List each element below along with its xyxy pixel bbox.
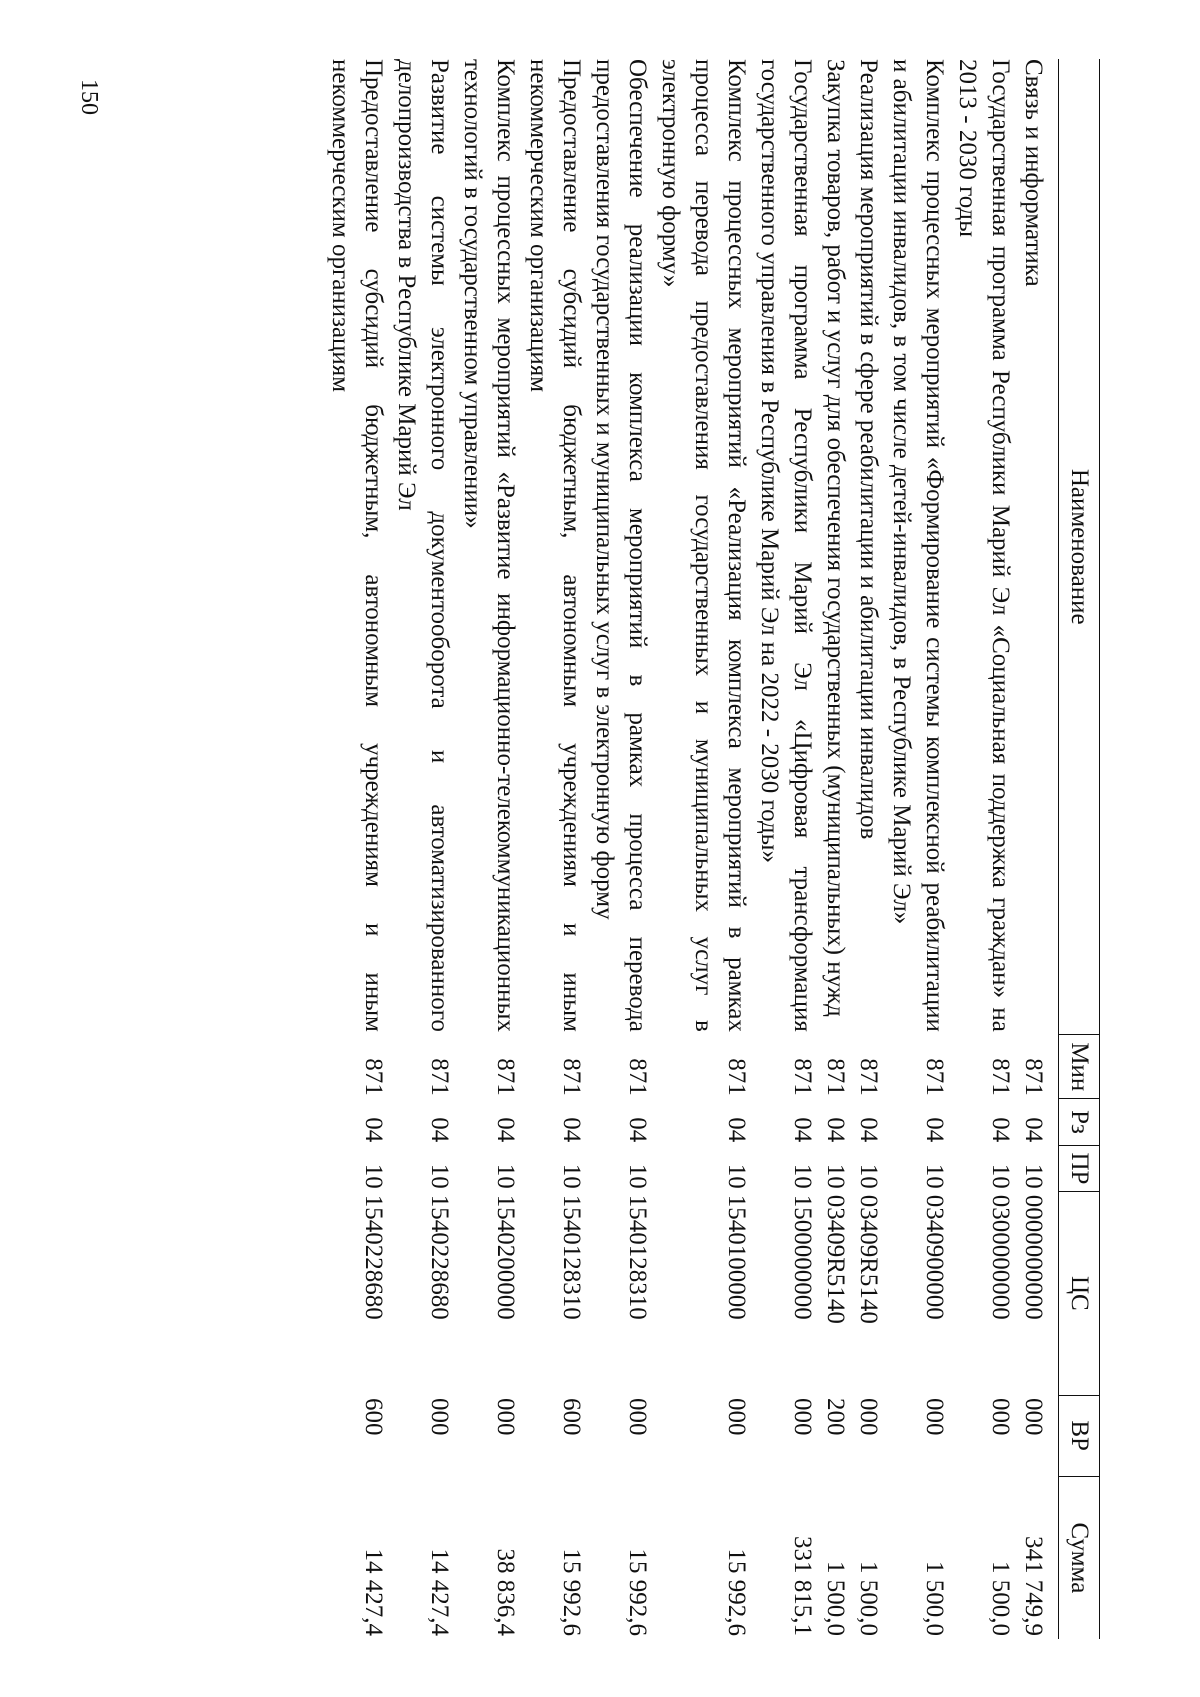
table-header-row <box>1059 59 1100 1639</box>
cell-cs: 03409R5140 <box>855 1194 882 1324</box>
cell-rz: 04 <box>822 1117 849 1143</box>
cell-sum: 15 992,6 <box>723 1548 750 1636</box>
header-rz: Рз <box>1059 1099 1100 1145</box>
cell-min: 871 <box>921 1058 948 1096</box>
cell-name: Государственная программа Республики Марий Эл «Цифровая трансформация государственного управления в Республике Марий Эл на 2022 - 2030 годы» <box>756 59 816 1032</box>
cell-name: Связь и информатика <box>1020 59 1047 287</box>
cell-cs: 1540100000 <box>723 1194 750 1320</box>
table-row <box>324 59 390 1639</box>
cell-vr: 200 <box>822 1398 849 1436</box>
cell-cs: 1540228680 <box>360 1194 387 1320</box>
cell-cs: 03409R5140 <box>822 1194 849 1324</box>
budget-table <box>324 59 1100 1639</box>
cell-sum: 1 500,0 <box>855 1561 882 1636</box>
cell-min: 871 <box>360 1058 387 1096</box>
cell-rz: 04 <box>789 1117 816 1143</box>
cell-vr: 600 <box>558 1398 585 1436</box>
header-sum: Сумма <box>1059 1476 1100 1639</box>
cell-name: Предоставление субсидий бюджетным, автономным учреждениям и иным некоммерческим организациям <box>327 59 387 1032</box>
cell-pr: 10 <box>1020 1163 1047 1189</box>
cell-cs: 1540128310 <box>624 1194 651 1320</box>
cell-sum: 341 749,9 <box>1020 1536 1047 1636</box>
cell-name: Комплекс процессных мероприятий «Реализация комплекса мероприятий в рамках процесса перевода предоставления государственных и муниципальных услуг в электронную форму» <box>657 59 750 1032</box>
table-body <box>324 59 1059 1639</box>
table-row <box>1017 59 1059 1639</box>
cell-rz: 04 <box>855 1117 882 1143</box>
cell-vr: 000 <box>624 1398 651 1436</box>
header-cs: ЦС <box>1059 1192 1100 1395</box>
cell-sum: 1 500,0 <box>822 1561 849 1636</box>
cell-sum: 14 427,4 <box>426 1548 453 1636</box>
cell-pr: 10 <box>855 1163 882 1189</box>
table-row <box>522 59 588 1639</box>
table-row <box>456 59 522 1639</box>
cell-pr: 10 <box>789 1163 816 1189</box>
cell-rz: 04 <box>360 1117 387 1143</box>
cell-name: Предоставление субсидий бюджетным, автономным учреждениям и иным некоммерческим организациям <box>525 59 585 1032</box>
table-row <box>885 59 951 1639</box>
cell-pr: 10 <box>624 1163 651 1189</box>
table-row <box>654 59 753 1639</box>
header-min: Мин <box>1059 1035 1100 1099</box>
table-row <box>390 59 456 1639</box>
cell-name: Обеспечение реализации комплекса мероприятий в рамках процесса перевода предоставления государственных и муниципальных услуг в электронную форму <box>591 59 651 1032</box>
cell-cs: 0340900000 <box>921 1194 948 1320</box>
cell-rz: 04 <box>1020 1117 1047 1143</box>
cell-rz: 04 <box>921 1117 948 1143</box>
cell-rz: 04 <box>492 1117 519 1143</box>
cell-min: 871 <box>492 1058 519 1096</box>
cell-pr: 10 <box>822 1163 849 1189</box>
cell-vr: 000 <box>921 1398 948 1436</box>
cell-min: 871 <box>723 1058 750 1096</box>
cell-vr: 000 <box>723 1398 750 1436</box>
cell-cs: 0000000000 <box>1020 1194 1047 1320</box>
cell-vr: 600 <box>360 1398 387 1436</box>
cell-cs: 1540200000 <box>492 1194 519 1320</box>
cell-cs: 1500000000 <box>789 1194 816 1320</box>
table-row <box>852 59 885 1639</box>
cell-min: 871 <box>624 1058 651 1096</box>
header-pr: ПР <box>1059 1145 1100 1191</box>
cell-min: 871 <box>1020 1058 1047 1096</box>
cell-cs: 0300000000 <box>987 1194 1014 1320</box>
budget-table-sheet <box>100 59 1100 1639</box>
cell-name: Государственная программа Республики Марий Эл «Социальная поддержка граждан» на 2013 - 2030 годы <box>954 59 1014 1032</box>
cell-pr: 10 <box>426 1163 453 1189</box>
cell-pr: 10 <box>558 1163 585 1189</box>
cell-pr: 10 <box>987 1163 1014 1189</box>
cell-vr: 000 <box>492 1398 519 1436</box>
header-name: Наименование <box>1059 59 1100 1035</box>
cell-name: Комплекс процессных мероприятий «Формирование системы комплексной реабилитации и абилитации инвалидов, в том числе детей-инвалидов, в Республике Марий Эл» <box>888 59 948 1032</box>
cell-sum: 1 500,0 <box>921 1561 948 1636</box>
page-number: 150 <box>76 79 102 115</box>
cell-sum: 38 836,4 <box>492 1548 519 1636</box>
cell-sum: 1 500,0 <box>987 1561 1014 1636</box>
cell-min: 871 <box>426 1058 453 1096</box>
cell-pr: 10 <box>360 1163 387 1189</box>
cell-vr: 000 <box>426 1398 453 1436</box>
cell-vr: 000 <box>789 1398 816 1436</box>
cell-sum: 15 992,6 <box>558 1548 585 1636</box>
cell-name: Развитие системы электронного документооборота и автоматизированного делопроизводства в Республике Марий Эл <box>393 59 453 1032</box>
cell-min: 871 <box>822 1058 849 1096</box>
cell-vr: 000 <box>987 1398 1014 1436</box>
table-row <box>753 59 819 1639</box>
cell-sum: 14 427,4 <box>360 1548 387 1636</box>
cell-rz: 04 <box>987 1117 1014 1143</box>
cell-sum: 15 992,6 <box>624 1548 651 1636</box>
cell-name: Закупка товаров, работ и услуг для обеспечения государственных (муниципальных) нужд <box>822 59 849 1017</box>
cell-name: Комплекс процессных мероприятий «Развитие информационно-телекоммуникационных технологий в государственном управлении» <box>459 59 519 1032</box>
cell-cs: 1540228680 <box>426 1194 453 1320</box>
cell-rz: 04 <box>723 1117 750 1143</box>
cell-cs: 1540128310 <box>558 1194 585 1320</box>
table-row <box>819 59 852 1639</box>
cell-min: 871 <box>789 1058 816 1096</box>
cell-min: 871 <box>558 1058 585 1096</box>
cell-min: 871 <box>855 1058 882 1096</box>
table-row <box>588 59 654 1639</box>
cell-rz: 04 <box>558 1117 585 1143</box>
header-vr: ВР <box>1059 1395 1100 1476</box>
cell-vr: 000 <box>855 1398 882 1436</box>
cell-rz: 04 <box>624 1117 651 1143</box>
cell-pr: 10 <box>921 1163 948 1189</box>
cell-pr: 10 <box>723 1163 750 1189</box>
cell-vr: 000 <box>1020 1398 1047 1436</box>
cell-sum: 331 815,1 <box>789 1536 816 1636</box>
table-row <box>951 59 1017 1639</box>
cell-rz: 04 <box>426 1117 453 1143</box>
cell-pr: 10 <box>492 1163 519 1189</box>
cell-min: 871 <box>987 1058 1014 1096</box>
cell-name: Реализация мероприятий в сфере реабилитации и абилитации инвалидов <box>855 59 882 840</box>
